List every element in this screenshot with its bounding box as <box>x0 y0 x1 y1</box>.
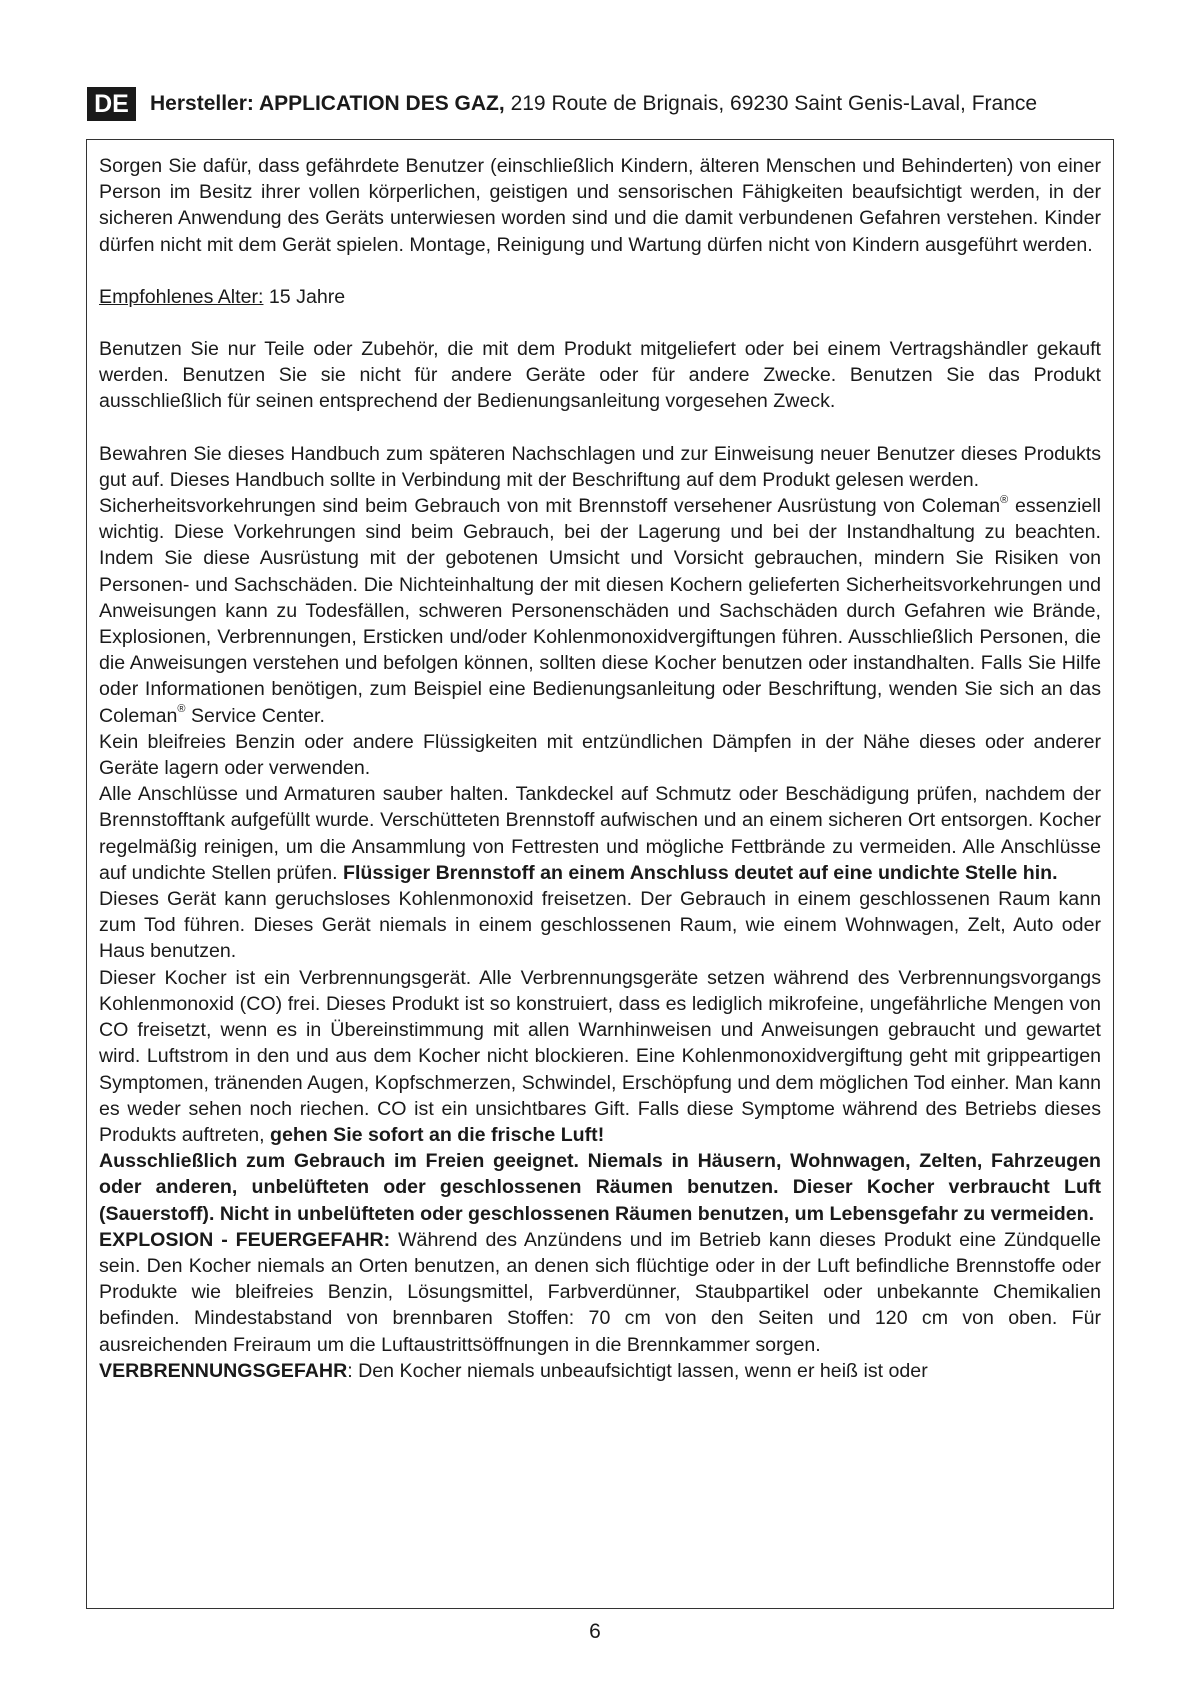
burn-label: VERBRENNUNGSGEFAHR <box>99 1359 348 1382</box>
connections-warning: Flüssiger Brennstoff an einem Anschluss deutet auf eine undichte Stelle hin. <box>343 861 1058 884</box>
page-header <box>87 87 1117 121</box>
combustion-text: Dieser Kocher ist ein Verbrennungsgerät. Alle Verbrennungsgeräte setzen während des Verbrennungsvorgangs Kohlenmonoxid (CO) frei. Dieses Produkt ist so konstruiert, dass es lediglich mikrofeine, ungefährliche Mengen von CO freisetzt, wenn es in Übereinstimmung mit allen Warnhinweisen und Anweisungen gebraucht und gewartet wird. Luftstrom in den und aus dem Kocher nicht blockieren. Eine Kohlenmonoxidvergiftung geht mit grippeartigen Symptomen, tränenden Augen, Kopfschmerzen, Schwindel, Erschöpfung und dem möglichen Tod einher. Man kann es weder sehen noch riechen. CO ist ein unsichtbares Gift. Falls diese Symptome während des Betriebs dieses Produkts auftreten, <box>99 966 1101 1146</box>
explosion-label: EXPLOSION - FEUERGEFAHR: <box>99 1228 391 1251</box>
language-badge: DE <box>87 87 136 121</box>
manufacturer-address: 219 Route de Brignais, 69230 Saint Genis-Laval, France <box>504 92 1038 115</box>
combustion-warning: gehen Sie sofort an die frische Luft! <box>270 1123 605 1146</box>
paragraph-connections <box>99 781 1101 886</box>
explosion-text: Während des Anzündens und im Betrieb kann dieses Produkt eine Zündquelle sein. Den Kocher niemals an Orten benutzen, an denen sich flüchtige oder in der Luft befindliche Brennstoffe oder Produkte wie bleifreies Benzin, Lösungsmittel, Farbverdünner, Staubpartikel oder unbekannte Chemikalien befinden. Mindestabstand von brennbaren Stoffen: 70 cm von den Seiten und 120 cm von oben. Für ausreichenden Freiraum um die Luftaustrittsöffnungen in die Brennkammer sorgen. <box>99 1228 1101 1356</box>
paragraph-explosion <box>99 1227 1101 1358</box>
burn-text: : Den Kocher niemals unbeaufsichtigt lassen, wenn er heiß ist oder <box>347 1359 928 1382</box>
manufacturer-label: Hersteller: APPLICATION DES GAZ, <box>150 92 505 115</box>
paragraph-age <box>99 284 1101 310</box>
body-text <box>99 153 1101 1384</box>
connections-text: Alle Anschlüsse und Armaturen sauber halten. Tankdeckel auf Schmutz oder Beschädigung prüfen, nachdem der Brennstofftank aufgefüllt wurde. Verschütteten Brennstoff aufwischen und an einem sicheren Ort entsorgen. Kocher regelmäßig reinigen, um die Ansammlung von Fettresten und mögliche Fettbrände zu vermeiden. Alle Anschlüsse auf undichte Stellen prüfen. <box>99 783 1101 884</box>
manufacturer-line <box>150 92 1037 116</box>
page-number: 6 <box>589 1620 601 1643</box>
registered-mark: ® <box>177 703 186 716</box>
safety-text-c: Service Center. <box>185 704 325 727</box>
paragraph-burn <box>99 1358 1101 1384</box>
content-frame <box>86 139 1114 1609</box>
paragraph-carbon-monoxide: Dieses Gerät kann geruchsloses Kohlenmonoxid freisetzen. Der Gebrauch in einem geschlossenen Raum kann zum Tod führen. Dieses Gerät niemals in einem geschlossenen Raum, wie einem Wohnwagen, Zelt, Auto oder Haus benutzen. <box>99 888 1101 963</box>
safety-text-b: essenziell wichtig. Diese Vorkehrungen sind beim Gebrauch, bei der Lagerung und bei der Instandhaltung zu beachten. Indem Sie diese Ausrüstung mit der gebotenen Umsicht und Vorsicht gebrauchen, mindern Sie Risiken von Personen- und Sachschäden. Die Nichteinhaltung der mit diesen Kochern gelieferten Sicherheitsvorkehrungen und Anweisungen kann zu Todesfällen, schweren Personenschäden und Sachschäden durch Gefahren wie Brände, Explosionen, Verbrennungen, Ersticken und/oder Kohlenmonoxidvergiftungen führen. Ausschließlich Personen, die die Anweisungen verstehen und befolgen können, sollten diese Kocher benutzen oder instandhalten. Falls Sie Hilfe oder Informationen benötigen, zum Beispiel eine Bedienungsanleitung oder Beschriftung, wenden Sie sich an das Coleman <box>99 495 1101 727</box>
safety-text-a: Sicherheitsvorkehrungen sind beim Gebrauch von mit Brennstoff versehener Ausrüstung von Coleman <box>99 495 1001 518</box>
registered-mark: ® <box>1000 493 1009 506</box>
paragraph-supervision: Sorgen Sie dafür, dass gefährdete Benutzer (einschließlich Kindern, älteren Menschen und Behinderten) von einer Person im Besitz ihrer vollen körperlichen, geistigen und sensorischen Fähigkeiten beaufsichtigt werden, in der sicheren Anwendung des Geräts unterwiesen worden sind und die damit verbundenen Gefahren verstehen. Kinder dürfen nicht mit dem Gerät spielen. Montage, Reinigung und Wartung dürfen nicht von Kindern ausgeführt werden. <box>99 155 1101 256</box>
paragraph-manual: Bewahren Sie dieses Handbuch zum späteren Nachschlagen und zur Einweisung neuer Benutzer dieses Produkts gut auf. Dieses Handbuch sollte in Verbindung mit der Beschriftung auf dem Produkt gelesen werden. <box>99 442 1101 491</box>
paragraph-parts: Benutzen Sie nur Teile oder Zubehör, die mit dem Produkt mitgeliefert oder bei einem Vertragshändler gekauft werden. Benutzen Sie sie nicht für andere Geräte oder für andere Zwecke. Benutzen Sie das Produkt ausschließlich für seinen entsprechend der Bedienungsanleitung vorgesehen Zweck. <box>99 338 1101 413</box>
paragraph-fuel-storage: Kein bleifreies Benzin oder andere Flüssigkeiten mit entzündlichen Dämpfen in der Nähe dieses oder anderer Geräte lagern oder verwenden. <box>99 730 1101 780</box>
outdoor-warning: Ausschließlich zum Gebrauch im Freien geeignet. Niemals in Häusern, Wohnwagen, Zelten, Fahrzeugen oder anderen, unbelüfteten oder geschlossenen Räumen benutzen. Dieser Kocher verbraucht Luft (Sauerstoff). Nicht in unbelüfteten oder geschlossenen Räumen benutzen, um Lebensgefahr zu vermeiden. <box>99 1150 1101 1225</box>
paragraph-outdoor-only <box>99 1148 1101 1227</box>
age-value: 15 Jahre <box>263 285 346 308</box>
age-label: Empfohlenes Alter: <box>99 285 264 308</box>
paragraph-combustion <box>99 965 1101 1148</box>
paragraph-safety <box>99 493 1101 729</box>
